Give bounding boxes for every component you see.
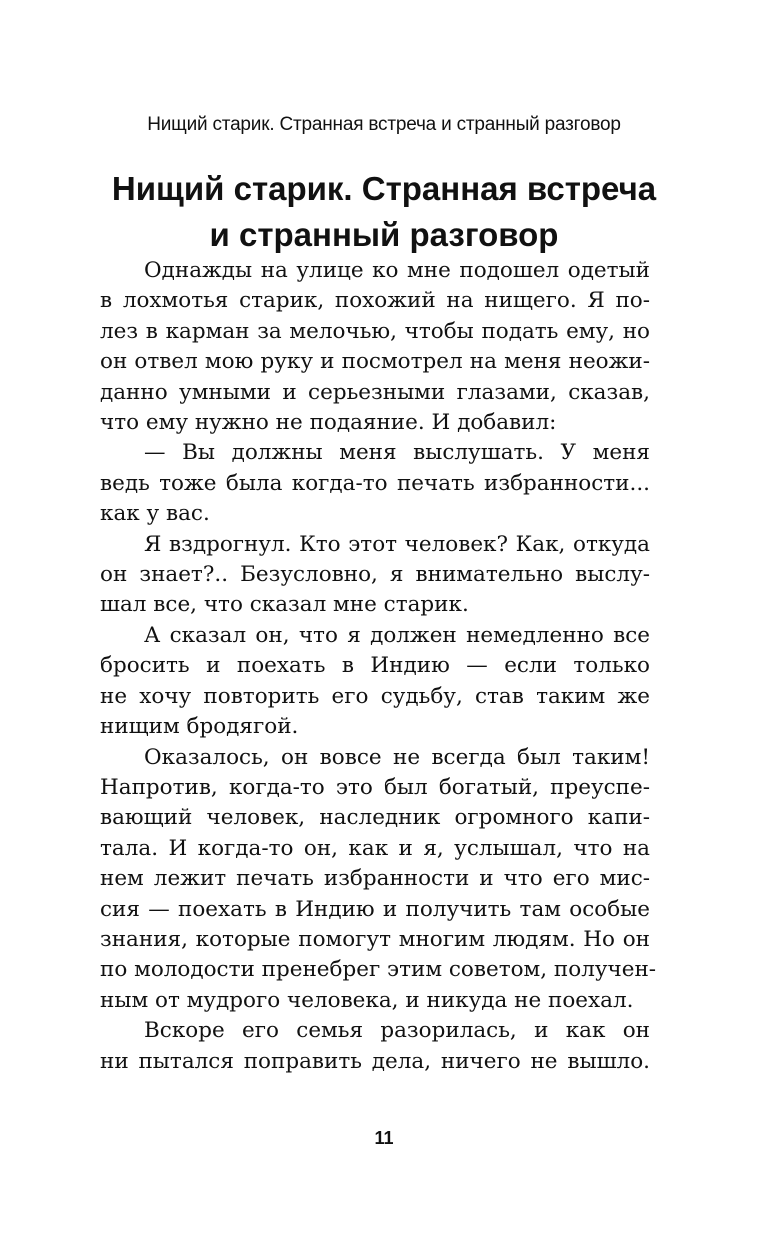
text-line: нем лежит печать избранности и что его мис-: [100, 866, 650, 892]
text-line: знания, которые помогут многим людям. Но он: [100, 926, 650, 952]
paragraph: [100, 743, 657, 1017]
chapter-title: [60, 166, 708, 258]
text-line: по молодости пренебрег этим советом, получен-: [100, 957, 657, 983]
text-line: Напротив, когда-то это был богатый, преуспе-: [100, 774, 650, 800]
text-line: данно умными и серьезными глазами, сказав,: [100, 379, 650, 405]
paragraph: [100, 621, 650, 743]
text-line: он отвел мою руку и посмотрел на меня неожи-: [100, 349, 650, 375]
chapter-title-line-1: Нищий старик. Странная встреча: [111, 170, 657, 207]
text-line: нищим бродягой.: [100, 714, 299, 740]
text-line: он знает?.. Безусловно, я внимательно выслу-: [100, 562, 650, 588]
text-line: в лохмотья старик, похожий на нищего. Я по-: [100, 288, 650, 314]
text-line: не хочу повторить его судьбу, став таким же: [100, 683, 650, 709]
text-line: — Вы должны меня выслушать. У меня: [144, 440, 650, 466]
body-text: [100, 256, 657, 1077]
paragraph: [100, 530, 650, 621]
text-line: Оказалось, он вовсе не всегда был таким!: [144, 744, 650, 770]
text-line: тала. И когда-то он, как и я, услышал, что на: [100, 835, 650, 861]
text-line: А сказал он, что я должен немедленно все: [144, 622, 650, 648]
text-line: Вскоре его семья разорилась, и как он: [144, 1018, 650, 1044]
paragraph: [100, 256, 650, 438]
text-line: сия — поехать в Индию и получить там особые: [100, 896, 650, 922]
paragraph: [100, 438, 650, 529]
text-line: бросить и поехать в Индию — если только: [100, 653, 650, 679]
page-number: 11: [374, 1128, 394, 1148]
text-line: ведь тоже была когда-то печать избранности...: [100, 470, 650, 496]
text-line: лез в карман за мелочью, чтобы подать ему, но: [100, 318, 650, 344]
text-line: что ему нужно не подаяние. И добавил:: [100, 410, 557, 436]
running-header: Нищий старик. Странная встреча и странный разговор: [147, 114, 621, 135]
text-line: как у вас.: [100, 501, 210, 527]
text-line: ни пытался поправить дела, ничего не вышло.: [100, 1048, 650, 1074]
text-line: Однажды на улице ко мне подошел одетый: [144, 258, 650, 283]
paragraph: [100, 1016, 650, 1077]
text-line: ным от мудрого человека, и никуда не поехал.: [100, 987, 634, 1013]
text-line: шал все, что сказал мне старик.: [100, 592, 469, 618]
text-line: Я вздрогнул. Кто этот человек? Как, откуда: [144, 531, 650, 557]
chapter-title-line-2: и странный разговор: [209, 216, 559, 253]
text-line: вающий человек, наследник огромного капи-: [100, 805, 650, 831]
